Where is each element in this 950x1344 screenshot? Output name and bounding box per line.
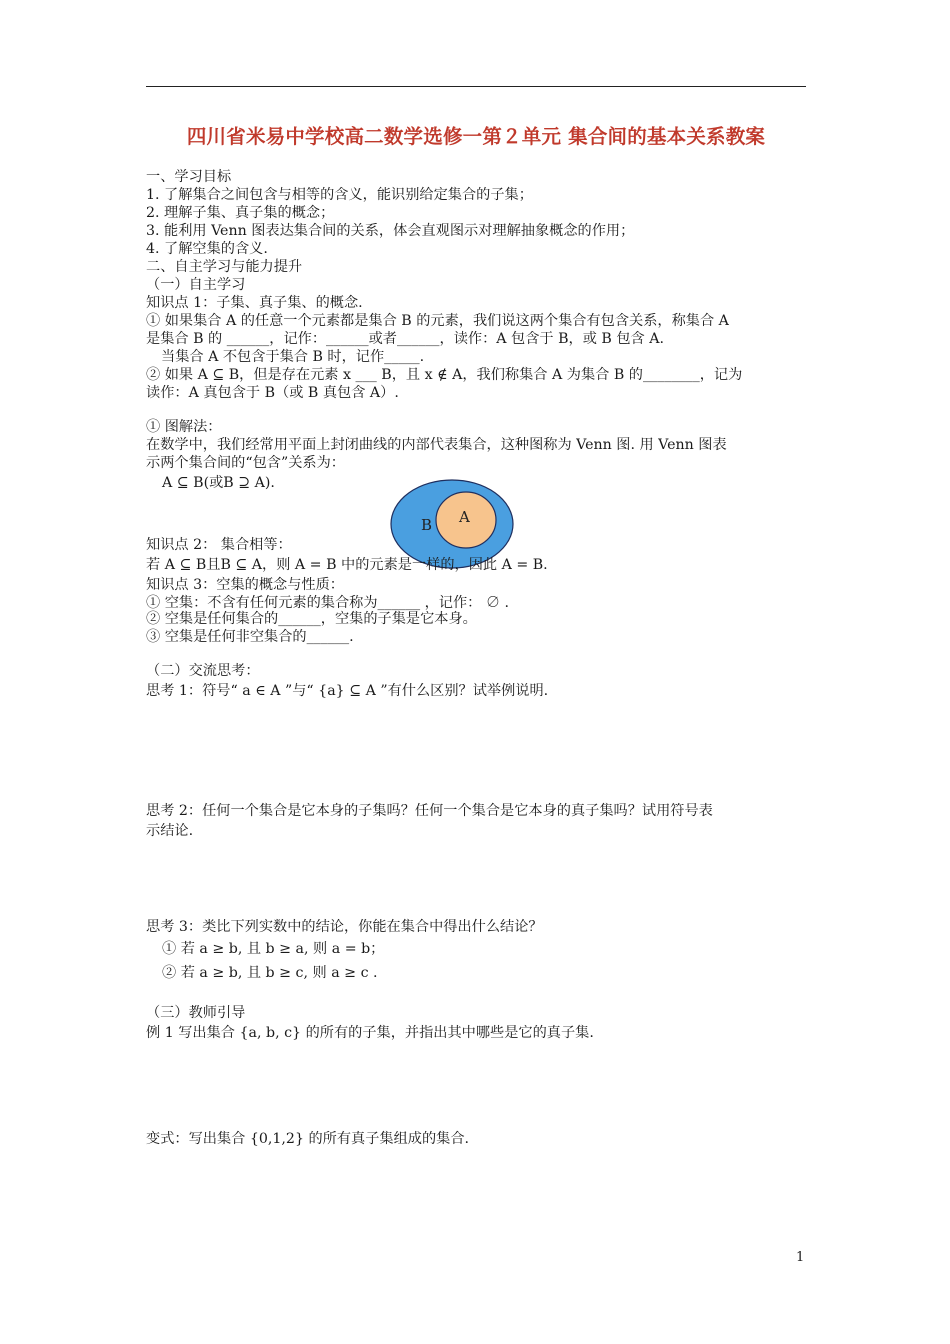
set-a-label: A [459, 508, 470, 526]
think-question-3-item-2: ② 若 a ≥ b, 且 b ≥ c, 则 a ≥ c . [162, 965, 378, 981]
document-title: 四川省米易中学校高二数学选修一第２单元 集合间的基本关系教案 [186, 125, 766, 148]
subsection-teacher-guide: （三）教师引导 [146, 1005, 246, 1021]
diagram-method-heading: ① 图解法： [146, 419, 222, 435]
objective-4: 4. 了解空集的含义. [146, 241, 268, 257]
set-equality-line: 若 A ⊆ B且B ⊆ A，则 A = B 中的元素是一样的，因此 A = B. [146, 557, 548, 573]
knowledge-point-2: 知识点 2： 集合相等： [146, 537, 292, 553]
subsection-self-study: （一）自主学习 [146, 277, 246, 293]
subsection-discussion: （二）交流思考： [146, 663, 260, 679]
variation-exercise: 变式：写出集合 {0,1,2} 的所有真子集组成的集合. [146, 1131, 470, 1147]
header-rule [146, 86, 806, 87]
set-b-label: B [421, 516, 433, 534]
knowledge-point-1: 知识点 1：子集、真子集、的概念. [146, 295, 363, 311]
example-1: 例 1 写出集合 {a, b, c} 的所有的子集，并指出其中哪些是它的真子集. [146, 1025, 594, 1041]
empty-set-property-2: ③ 空集是任何非空集合的______. [146, 629, 354, 645]
subset-definition-line-2: 是集合 B 的 ______，记作：______或者______，读作：A 包含于 B，或 B 包含 A. [146, 331, 664, 347]
page-number: 1 [796, 1250, 805, 1265]
proper-subset-line-2: 读作：A 真包含于 B（或 B 真包含 A）. [146, 385, 399, 401]
think-question-3: 思考 3：类比下列实数中的结论，你能在集合中得出什么结论？ [146, 919, 543, 935]
section-heading-self-study: 二、自主学习与能力提升 [146, 259, 303, 275]
objective-2: 2. 理解子集、真子集的概念； [146, 205, 335, 221]
think-question-3-item-1: ① 若 a ≥ b, 且 b ≥ a, 则 a = b； [162, 941, 385, 957]
subset-definition-line-1: ① 如果集合 A 的任意一个元素都是集合 B 的元素，我们说这两个集合有包含关系，称集合 A [146, 313, 729, 329]
subset-notation: A ⊆ B(或B ⊇ A). [162, 475, 275, 491]
think-question-2-line-2: 示结论. [146, 823, 194, 839]
venn-intro-line-2: 示两个集合间的“包含”关系为： [146, 455, 345, 471]
objective-3: 3. 能利用 Venn 图表达集合间的关系，体会直观图示对理解抽象概念的作用； [146, 223, 635, 239]
venn-intro-line-1: 在数学中，我们经常用平面上封闭曲线的内部代表集合，这种图称为 Venn 图. 用 Venn 图表 [146, 437, 727, 453]
section-heading-objectives: 一、学习目标 [146, 169, 232, 185]
objective-1: 1. 了解集合之间包含与相等的含义，能识别给定集合的子集； [146, 187, 533, 203]
knowledge-point-3: 知识点 3：空集的概念与性质： [146, 577, 344, 593]
think-question-2-line-1: 思考 2：任何一个集合是它本身的子集吗？任何一个集合是它本身的真子集吗？试用符号表 [146, 803, 713, 819]
proper-subset-line-1: ② 如果 A ⊆ B，但是存在元素 x ___ B，且 x ∉ A，我们称集合 A 为集合 B 的________，记为 [146, 367, 743, 383]
not-subset-line: 当集合 A 不包含于集合 B 时，记作_____. [161, 349, 425, 365]
empty-set-definition: ① 空集：不含有任何元素的集合称为______ ，记作： ∅ . [146, 595, 510, 611]
think-question-1: 思考 1：符号“ a ∈ A ”与“ {a} ⊆ A ”有什么区别？试举例说明. [146, 683, 549, 699]
empty-set-property-1: ② 空集是任何集合的______，空集的子集是它本身。 [146, 611, 477, 627]
